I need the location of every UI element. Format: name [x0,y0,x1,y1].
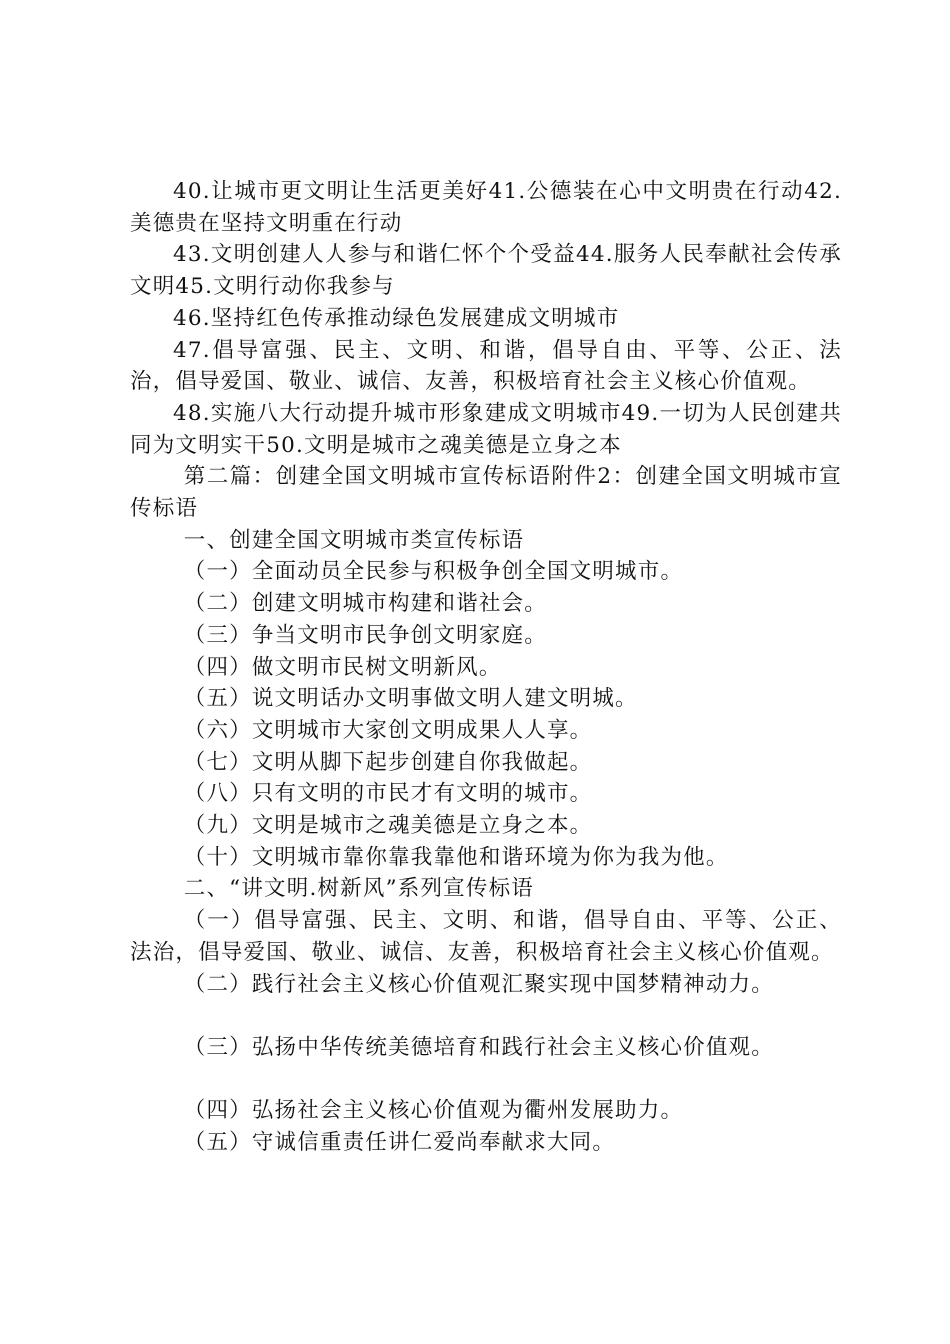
list-item: （八）只有文明的市民才有文明的城市。 [183,781,593,807]
list-item: （五）说文明话办文明事做文明人建文明城。 [183,686,638,712]
section-heading-part-two: 第二篇：创建全国文明城市宣传标语附件2：创建全国文明城市宣传标语 [130,464,842,522]
list-item: （六）文明城市大家创文明成果人人享。 [183,717,593,743]
paragraph-slogan-47: 47.倡导富强、民主、文明、和谐，倡导自由、平等、公正、法治，倡导爱国、敬业、诚信、友善，积极培育社会主义核心价值观。 [130,337,842,395]
section-heading-one: 一、创建全国文明城市类宣传标语 [183,527,525,553]
list-item: （九）文明是城市之魂美德是立身之本。 [183,813,593,839]
list-item: （五）守诚信重责任讲仁爱尚奉献求大同。 [183,1130,616,1156]
list-item: （四）做文明市民树文明新风。 [183,654,502,680]
list-item: （二）践行社会主义核心价值观汇聚实现中国梦精神动力。 [183,971,774,997]
paragraph-slogans-48-50: 48.实施八大行动提升城市形象建成文明城市49.一切为人民创建共同为文明实干50.文明是城市之魂美德是立身之本 [130,400,842,458]
document-body [130,176,842,1159]
section-heading-two: 二、“讲文明.树新风”系列宣传标语 [183,876,534,902]
list-item: （三）争当文明市民争创文明家庭。 [183,622,547,648]
list-item: （一）倡导富强、民主、文明、和谐，倡导自由、平等、公正、法治，倡导爱国、敬业、诚信、友善，积极培育社会主义核心价值观。 [130,908,842,965]
list-item: （七）文明从脚下起步创建自你我做起。 [183,749,593,775]
paragraph-slogans-43-45: 43.文明创建人人参与和谐仁怀个个受益44.服务人民奉献社会传承文明45.文明行动你我参与 [130,242,842,300]
list-item: （十）文明城市靠你靠我靠他和谐环境为你为我为他。 [183,844,729,870]
paragraph-slogans-40-42: 40.让城市更文明让生活更美好41.公德装在心中文明贵在行动42.美德贵在坚持文明重在行动 [130,179,842,236]
paragraph-slogan-46: 46.坚持红色传承推动绿色发展建成文明城市 [173,305,620,331]
list-item: （一）全面动员全民参与积极争创全国文明城市。 [183,559,684,585]
list-item: （二）创建文明城市构建和谐社会。 [183,591,547,617]
list-item: （三）弘扬中华传统美德培育和践行社会主义核心价值观。 [183,1034,774,1060]
list-item: （四）弘扬社会主义核心价值观为衢州发展助力。 [183,1098,684,1124]
